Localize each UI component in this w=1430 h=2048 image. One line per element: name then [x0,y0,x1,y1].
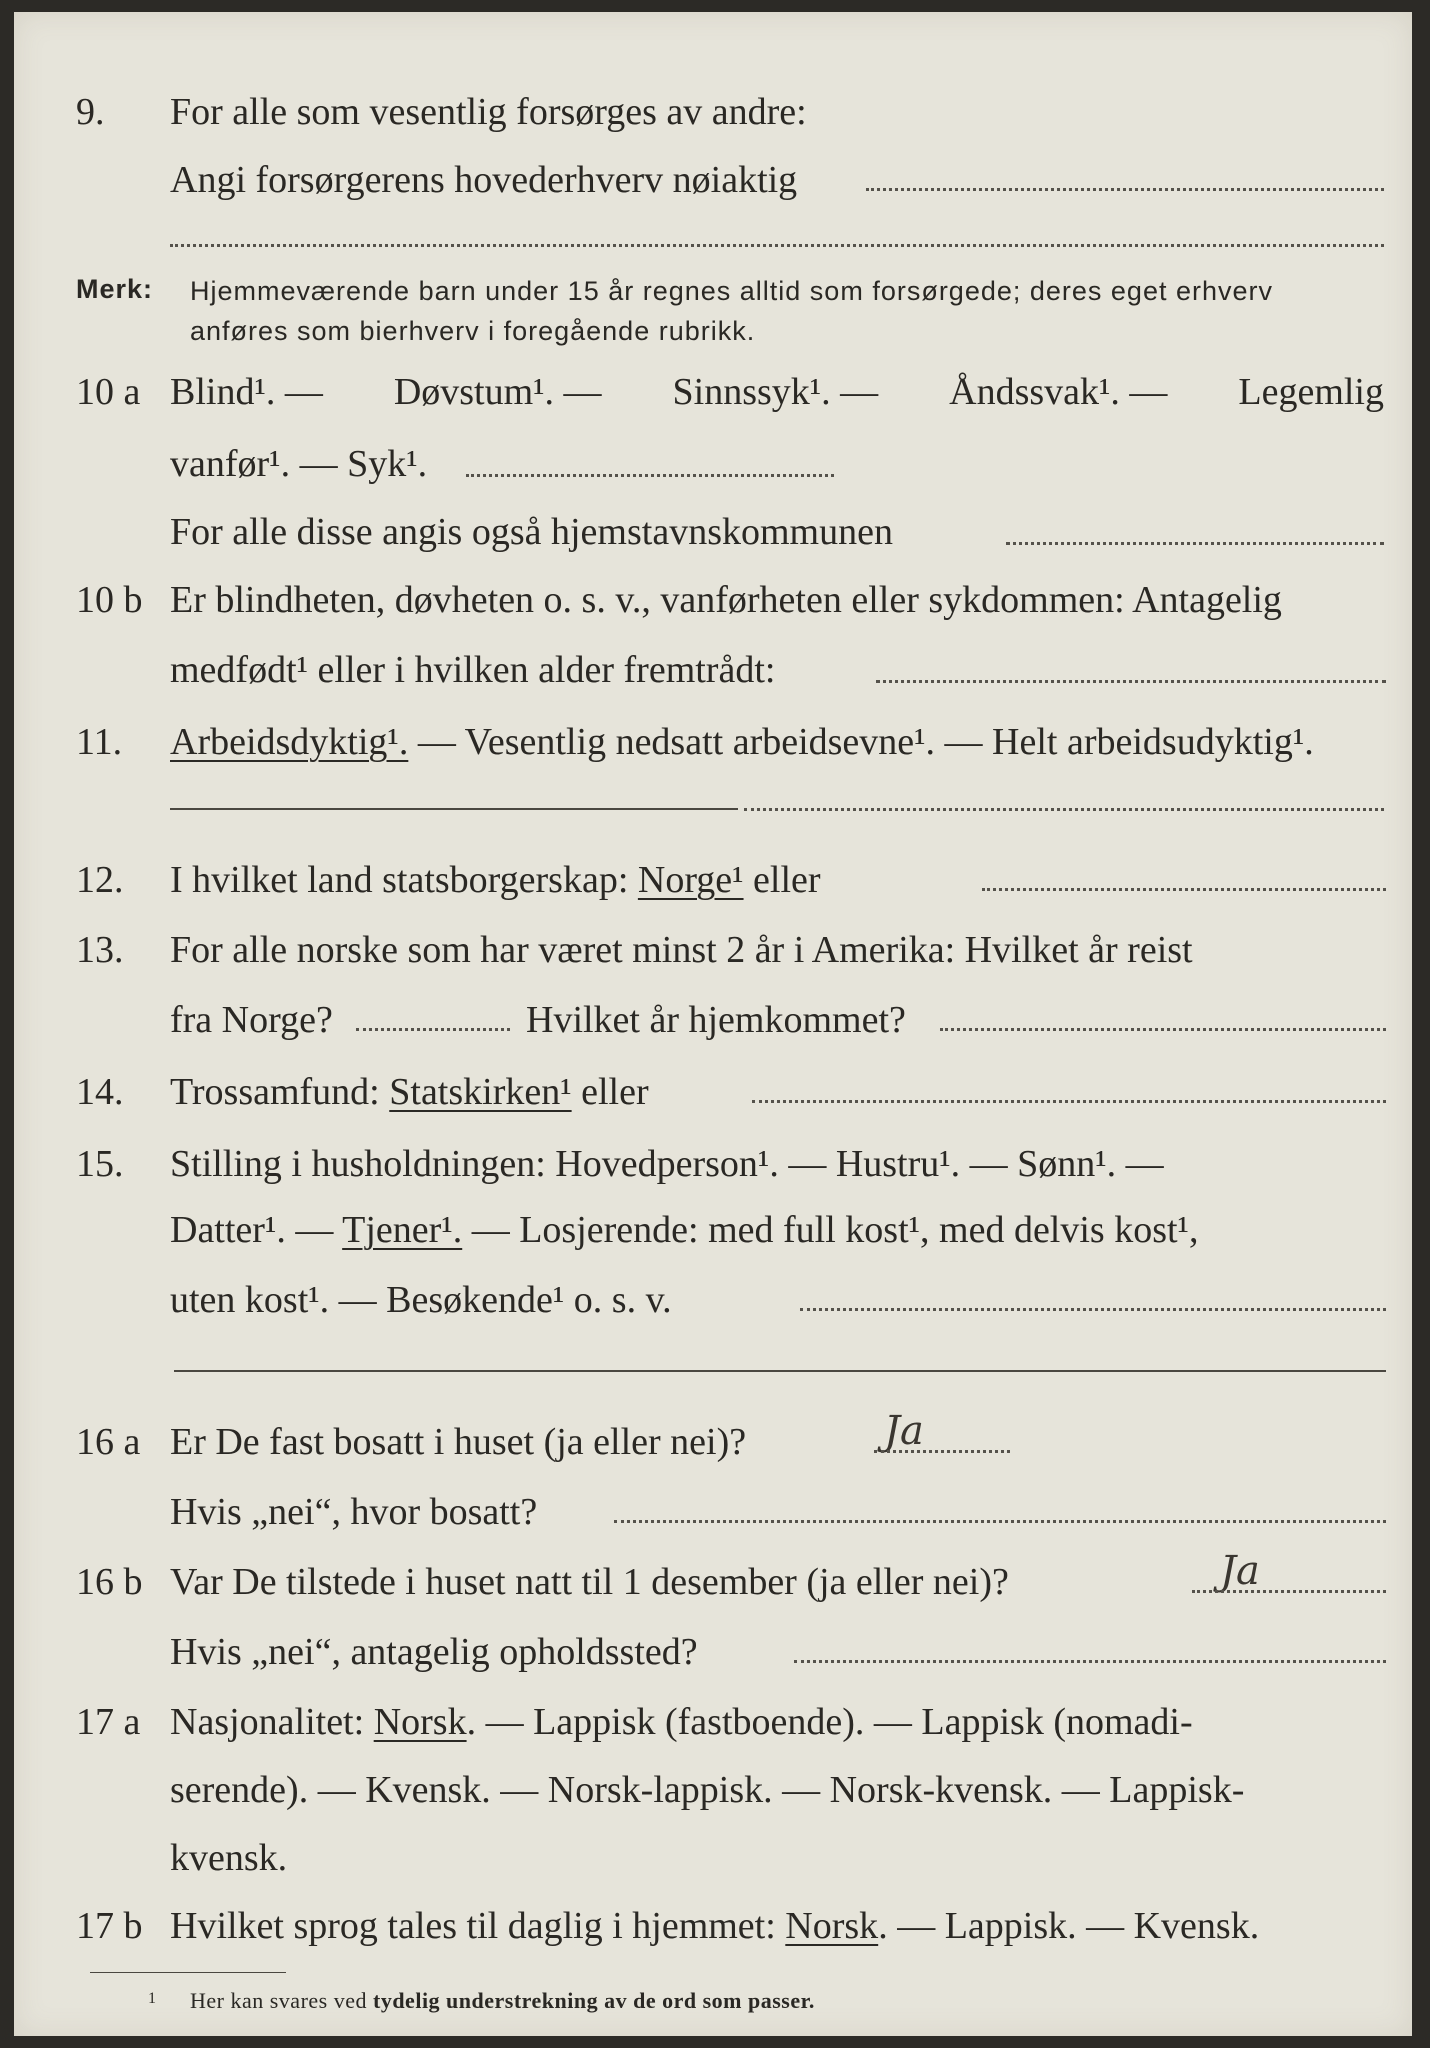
q10b-text: Er blindheten, døvheten o. s. v., vanførheten eller sykdommen: Antagelig [170,579,1282,621]
q13-text: For alle norske som har været minst 2 år i Amerika: Hvilket år reist [170,929,1193,971]
q10a-number: 10 a [76,371,141,413]
footnote-text-pre: Her kan svares ved [190,1988,373,2013]
q16a-answer-line[interactable] [874,1450,1010,1453]
option-legemlig[interactable]: Legemlig [1238,371,1384,413]
q10a-answer-line-2[interactable] [1006,542,1384,545]
q17b-text [170,1904,1259,1948]
q14-answer-underlined[interactable]: Statskirken¹ [389,1071,572,1113]
footnote-text [190,1988,815,2014]
q13-text-b: Hvilket år hjemkommet? [526,999,906,1041]
q14-post: eller [571,1071,649,1113]
q12-post: eller [743,859,821,901]
q17a-text-2: serende). — Kvensk. — Norsk-lappisk. — Norsk-kvensk. — Lappisk- [170,1769,1245,1811]
q16b-answer-line-2[interactable] [794,1660,1386,1663]
q17a-answer-underlined[interactable]: Norsk [373,1701,467,1743]
q10a-text-3: For alle disse angis også hjemstavnskommunen [170,511,893,553]
q17b-answer-underlined[interactable]: Norsk [785,1905,879,1947]
q10b-text-2: medfødt¹ eller i hvilken alder fremtrådt: [170,649,776,691]
q17a-options: . — Lappisk (fastboende). — Lappisk (nomadi- [466,1701,1193,1743]
q10a-options [170,370,1384,414]
q11-rest: — Vesentlig nedsatt arbeidsevne¹. — Helt arbeidsudyktig¹. [408,721,1314,763]
option-dovstum[interactable]: Døvstum¹. — [393,371,602,413]
q11-number: 11. [76,721,123,763]
q9-text: For alle som vesentlig forsørges av andre: [170,91,807,133]
q15-answer-line[interactable] [800,1308,1386,1311]
q16a-answer-line-2[interactable] [614,1520,1386,1523]
q15-answer-line-2[interactable] [174,1370,1386,1372]
q14-answer-line[interactable] [752,1100,1386,1103]
q12-number: 12. [76,859,124,901]
q13-text-a: fra Norge? [170,999,333,1041]
q17b-prompt: Hvilket sprog tales til daglig i hjemmet: [170,1905,786,1947]
q12-text [170,858,821,902]
q17a-text-3: kvensk. [170,1837,288,1879]
option-andssvak[interactable]: Åndssvak¹. — [949,371,1168,413]
q14-text [170,1070,649,1114]
q16b-handwritten-answer[interactable]: Ja [1220,1548,1260,1594]
q9-answer-line[interactable] [866,188,1384,191]
q13-number: 13. [76,929,124,971]
q16a-number: 16 a [76,1421,141,1463]
q15-answer-underlined[interactable]: Tjener¹. [342,1209,463,1251]
q16b-number: 16 b [76,1561,143,1603]
q17a-prompt: Nasjonalitet: [170,1701,374,1743]
q15-text: Stilling i husholdningen: Hovedperson¹. — Hustru¹. — Sønn¹. — [170,1143,1164,1185]
footnote-text-bold: tydelig understrekning av de ord som passer. [373,1988,815,2013]
q16b-text-2: Hvis „nei“, antagelig opholdssted? [170,1631,698,1673]
q15-text-2 [170,1208,1198,1252]
option-blind[interactable]: Blind¹. — [170,371,323,413]
q11-answer-line-2[interactable] [744,808,1384,811]
q17b-options: . — Lappisk. — Kvensk. [878,1905,1260,1947]
census-form-page [14,12,1412,2036]
q17b-number: 17 b [76,1905,143,1947]
q15-number: 15. [76,1143,124,1185]
q9-answer-line-2[interactable] [170,244,1384,247]
q12-prompt: I hvilket land statsborgerskap: [170,859,638,901]
q10a-answer-line[interactable] [466,474,834,477]
footnote-mark: 1 [148,1990,157,2007]
q9-number: 9. [76,91,105,133]
q15-datter: Datter¹. — [170,1209,343,1251]
q15-text-3: uten kost¹. — Besøkende¹ o. s. v. [170,1279,672,1321]
option-sinnssyk[interactable]: Sinnssyk¹. — [672,371,879,413]
q10a-text-2: vanfør¹. — Syk¹. [170,443,428,485]
q16b-text: Var De tilstede i huset natt til 1 desember (ja eller nei)? [170,1561,1009,1603]
q13-answer-reist[interactable] [356,1028,510,1031]
q10b-answer-line[interactable] [876,680,1386,683]
q15-losjerende: — Losjerende: med full kost¹, med delvis kost¹, [462,1209,1199,1251]
q17a-text [170,1700,1193,1744]
q16a-text: Er De fast bosatt i huset (ja eller nei)? [170,1421,747,1463]
merk-text-1: Hjemmeværende barn under 15 år regnes alltid som forsørgede; deres eget erhverv [190,276,1273,306]
q11-answer-line[interactable] [170,808,738,810]
q11-text [170,720,1314,764]
q16b-answer-line[interactable] [1192,1590,1386,1593]
footnote-divider [90,1972,286,1973]
q16a-text-2: Hvis „nei“, hvor bosatt? [170,1491,538,1533]
q13-answer-hjemkommet[interactable] [940,1028,1386,1031]
q12-answer-line[interactable] [982,888,1386,891]
q12-answer-underlined[interactable]: Norge¹ [637,859,744,901]
q9-text-2: Angi forsørgerens hovederhverv nøiaktig [170,159,798,201]
q14-number: 14. [76,1071,124,1113]
q10b-number: 10 b [76,579,143,621]
merk-label: Merk: [76,274,154,304]
merk-text-2: anføres som bierhverv i foregående rubrikk. [190,316,756,346]
q17a-number: 17 a [76,1701,141,1743]
q14-prompt: Trossamfund: [170,1071,390,1113]
q16a-handwritten-answer[interactable]: Ja [884,1408,924,1454]
q11-answer-underlined[interactable]: Arbeidsdyktig¹. [170,721,409,763]
